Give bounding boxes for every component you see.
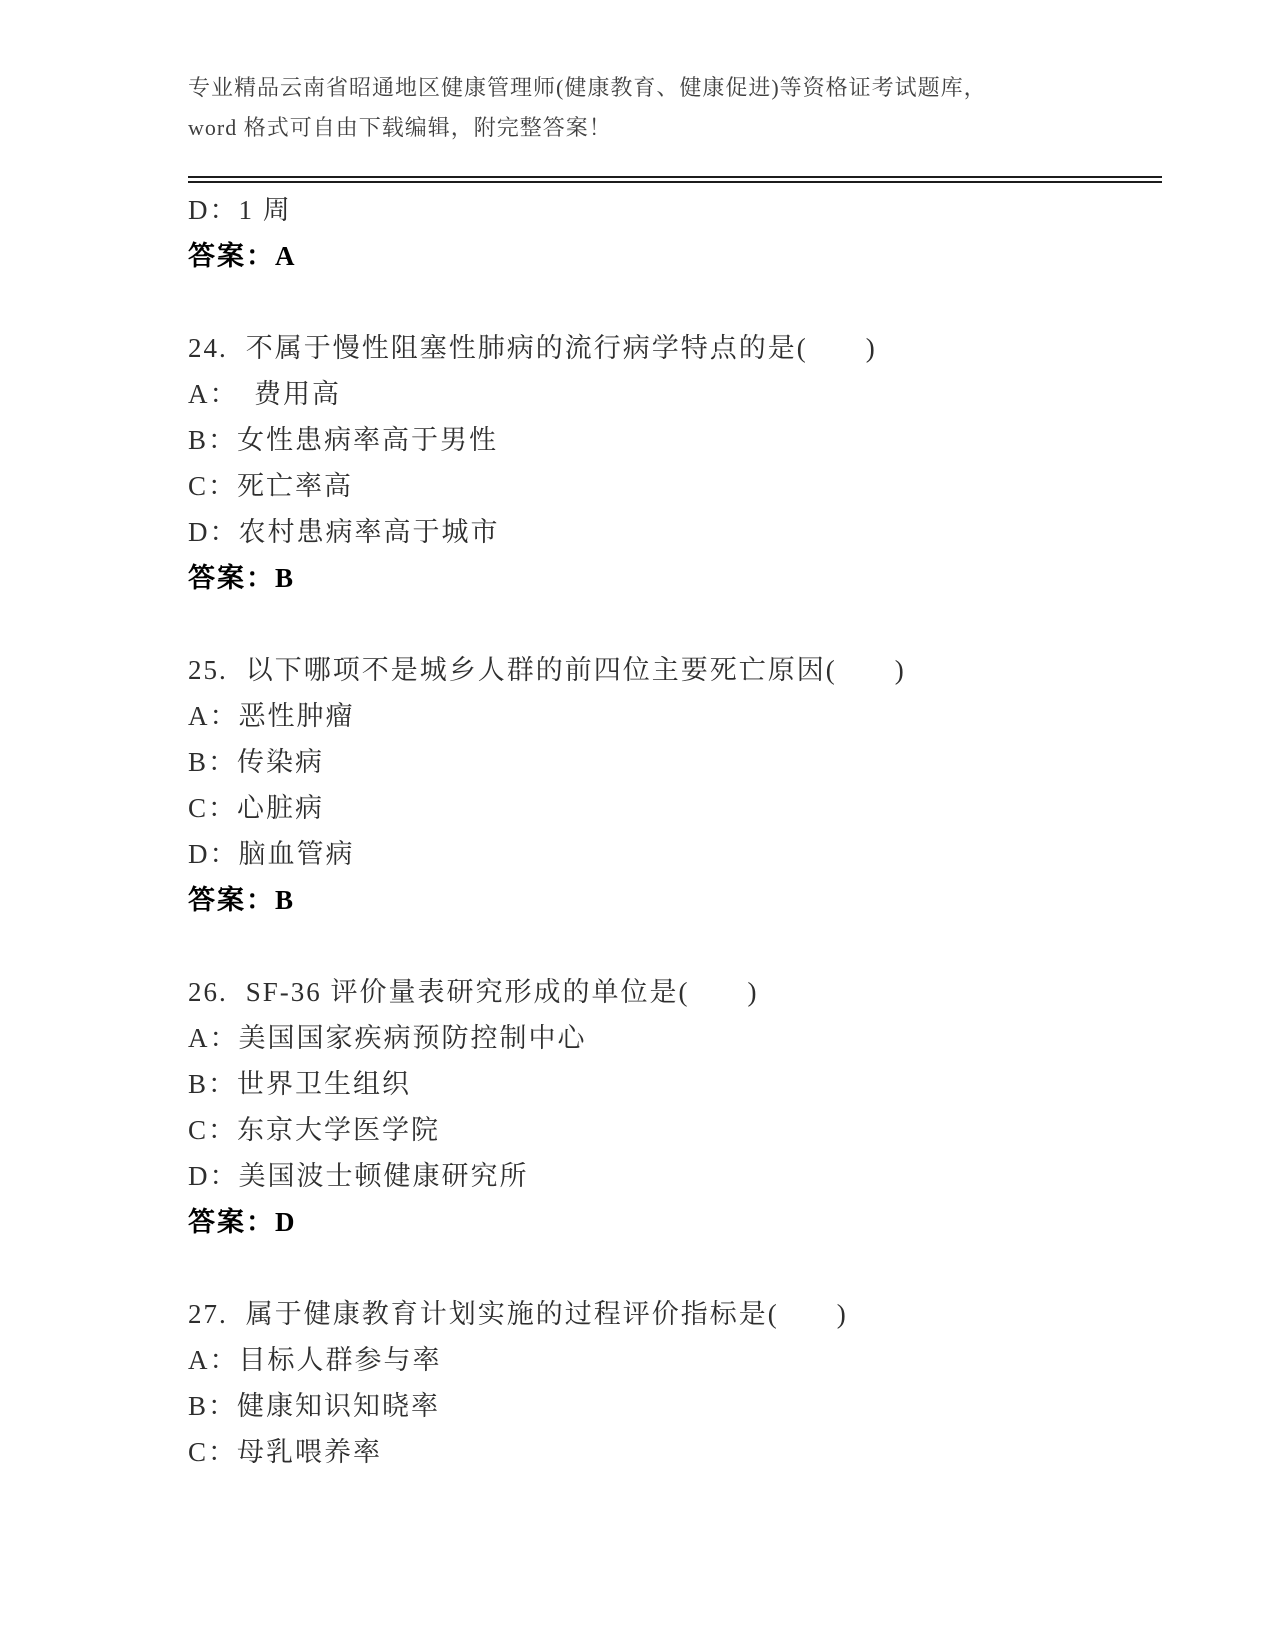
option-line: C：心脏病 xyxy=(188,793,325,823)
header-line-2: word 格式可自由下载编辑，附完整答案！ xyxy=(188,115,612,140)
option-line: A： 费用高 xyxy=(188,379,341,409)
option-line: A：美国国家疾病预防控制中心 xyxy=(188,1023,587,1053)
page-header xyxy=(188,68,1108,148)
option-line: C：东京大学医学院 xyxy=(188,1115,441,1145)
question-text: 属于健康教育计划实施的过程评价指标是( ) xyxy=(245,1299,848,1329)
question-line xyxy=(188,325,1178,371)
option-line: B：世界卫生组织 xyxy=(188,1069,412,1099)
document-body xyxy=(188,187,1178,1475)
question-number: 24. xyxy=(188,333,228,363)
option-line: B：健康知识知晓率 xyxy=(188,1391,441,1421)
question-block-24 xyxy=(188,325,1178,601)
option-line: A：目标人群参与率 xyxy=(188,1345,442,1375)
question-line xyxy=(188,969,1178,1015)
answer-line: 答案：B xyxy=(188,885,296,915)
question-line xyxy=(188,647,1178,693)
option-line: D：脑血管病 xyxy=(188,839,355,869)
answer-line: 答案：A xyxy=(188,241,297,271)
question-number: 26. xyxy=(188,977,228,1007)
option-line: B：传染病 xyxy=(188,747,325,777)
option-line: A：恶性肿瘤 xyxy=(188,701,355,731)
answer-line: 答案：B xyxy=(188,563,296,593)
option-line: C：死亡率高 xyxy=(188,471,354,501)
question-text: 不属于慢性阻塞性肺病的流行病学特点的是( ) xyxy=(245,333,877,363)
option-line: D：1 周 xyxy=(188,195,292,225)
question-text: 以下哪项不是城乡人群的前四位主要死亡原因( ) xyxy=(245,655,906,685)
option-line: D：美国波士顿健康研究所 xyxy=(188,1161,529,1191)
answer-line: 答案：D xyxy=(188,1207,297,1237)
header-line-1: 专业精品云南省昭通地区健康管理师(健康教育、健康促进)等资格证考试题库， xyxy=(188,75,987,100)
option-line: B：女性患病率高于男性 xyxy=(188,425,499,455)
question-text: SF-36 评价量表研究形成的单位是( ) xyxy=(245,977,759,1007)
question-line xyxy=(188,1291,1178,1337)
question-number: 25. xyxy=(188,655,228,685)
question-block-25 xyxy=(188,647,1178,923)
question-block-26 xyxy=(188,969,1178,1245)
header-divider xyxy=(188,176,1162,183)
question-number: 27. xyxy=(188,1299,228,1329)
option-line: C：母乳喂养率 xyxy=(188,1437,383,1467)
question-block-27 xyxy=(188,1291,1178,1475)
option-line: D：农村患病率高于城市 xyxy=(188,517,500,547)
question-block-23-partial xyxy=(188,187,1178,279)
